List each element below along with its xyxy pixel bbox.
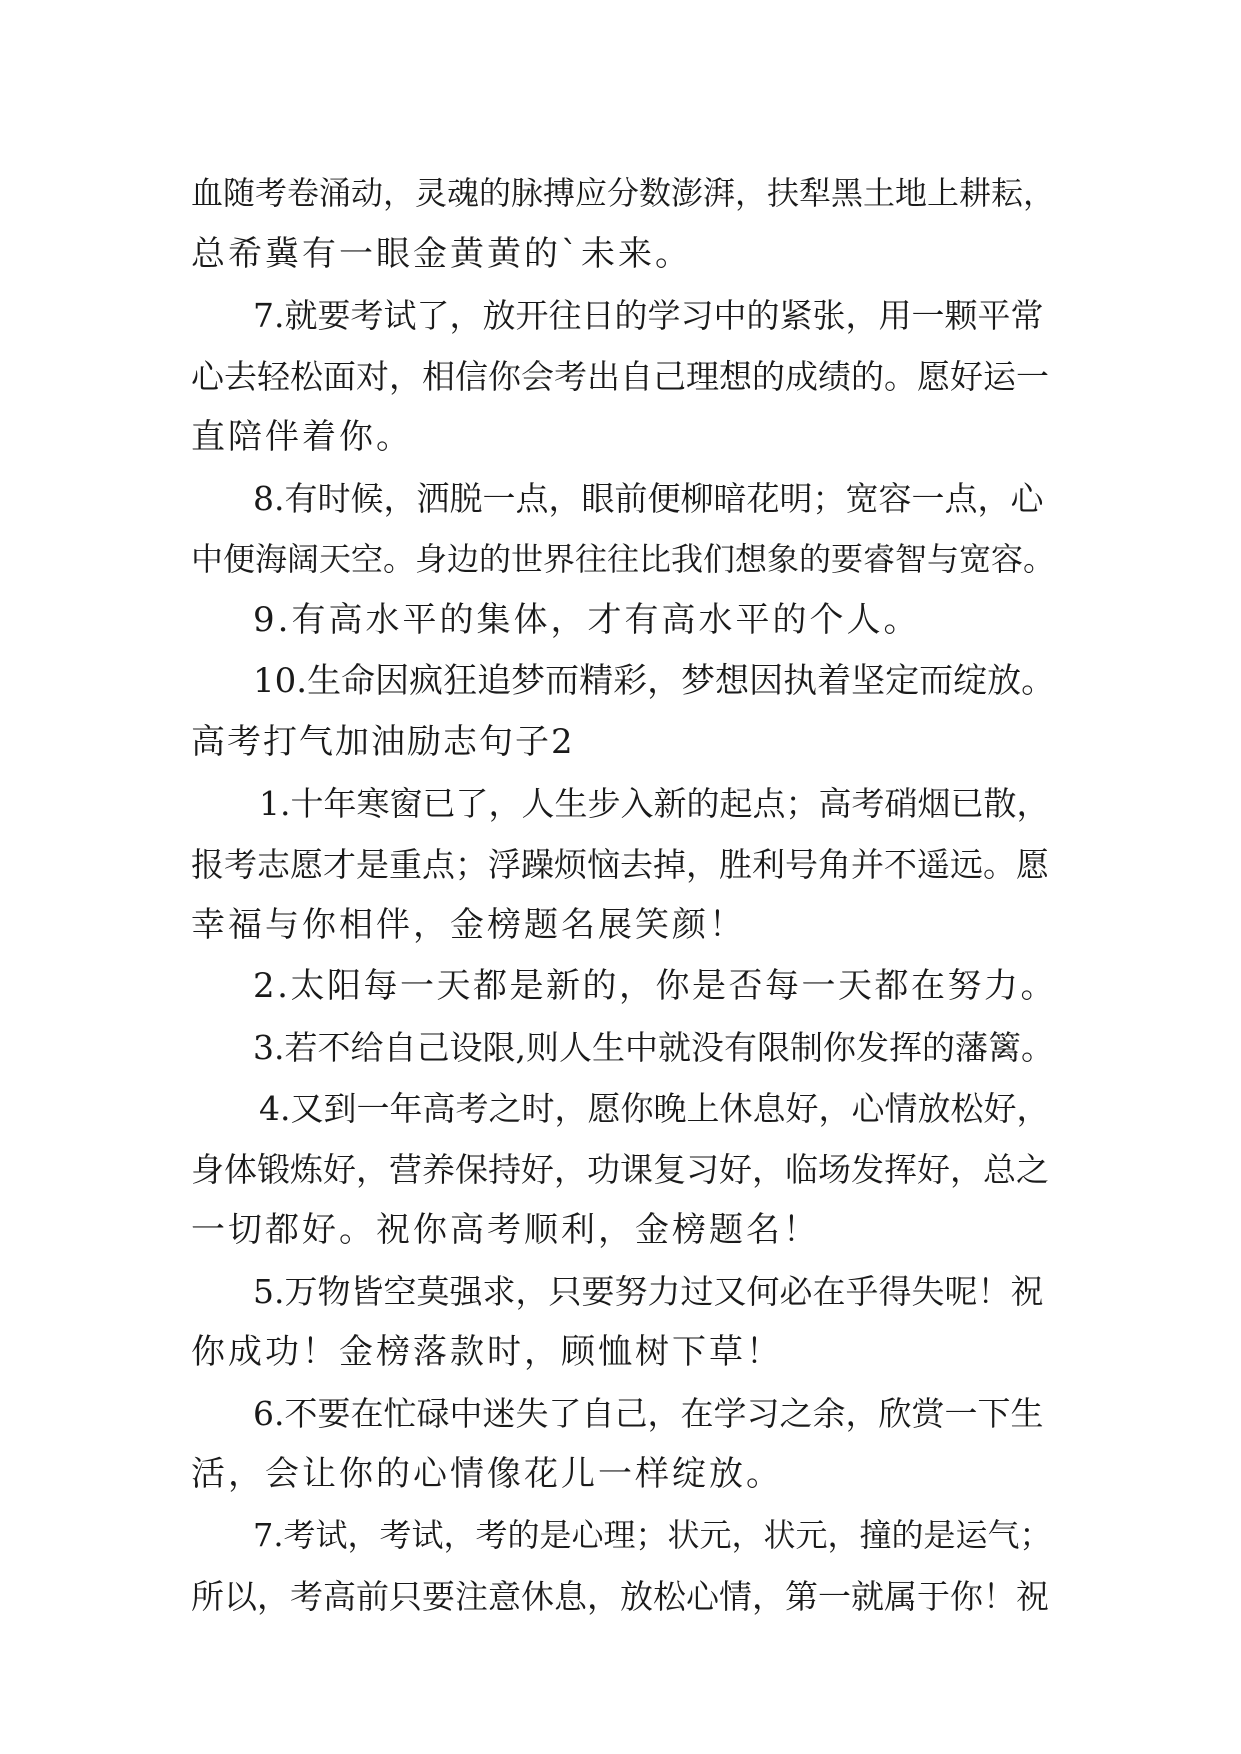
- text-line: 总希冀有一眼金黄黄的`未来。: [191, 234, 692, 274]
- list-item: 3.若不给自己设限,则人生中就没有限制你发挥的藩篱。: [253, 1028, 1054, 1067]
- document-body: [191, 163, 1061, 1627]
- text-line: 你成功！金榜落款时，顾恤树下草！: [191, 1332, 783, 1372]
- list-item: 8.有时候，洒脱一点，眼前便柳暗花明；宽容一点，心: [253, 479, 1044, 518]
- list-item: 5.万物皆空莫强求，只要努力过又何必在乎得失呢！祝: [253, 1272, 1044, 1311]
- text-line: 中便海阔天空。身边的世界往往比我们想象的要睿智与宽容。: [191, 540, 1056, 578]
- text-line: 幸福与你相伴，金榜题名展笑颜！: [191, 905, 746, 945]
- list-item: 7.就要考试了，放开往日的学习中的紧张，用一颗平常: [253, 296, 1044, 335]
- list-item: 7.考试，考试，考的是心理；状元，状元，撞的是运气；: [253, 1516, 1052, 1554]
- text-line: 报考志愿才是重点；浮躁烦恼去掉，胜利号角并不遥远。愿: [191, 845, 1049, 884]
- list-item: 9.有高水平的集体，才有高水平的个人。: [253, 600, 921, 640]
- text-line: 心去轻松面对，相信你会考出自己理想的成绩的。愿好运一: [191, 357, 1049, 396]
- text-line: 直陪伴着你。: [191, 417, 413, 457]
- text-line: 活，会让你的心情像花儿一样绽放。: [191, 1454, 783, 1494]
- list-item: 10.生命因疯狂追梦而精彩，梦想因执着坚定而绽放。: [253, 661, 1056, 701]
- list-item: 1.十年寒窗已了，人生步入新的起点；高考硝烟已散，: [259, 784, 1050, 823]
- list-item: 6.不要在忙碌中迷失了自己，在学习之余，欣赏一下生: [253, 1394, 1044, 1433]
- list-item: 2.太阳每一天都是新的，你是否每一天都在努力。: [253, 966, 1057, 1006]
- text-line: 一切都好。祝你高考顺利，金榜题名！: [191, 1210, 820, 1250]
- text-line: 所以，考高前只要注意休息，放松心情，第一就属于你！祝: [191, 1577, 1049, 1616]
- section-heading: 高考打气加油励志句子2: [191, 722, 575, 762]
- list-item: 4.又到一年高考之时，愿你晚上休息好，心情放松好，: [259, 1089, 1050, 1128]
- text-line: 身体锻炼好，营养保持好，功课复习好，临场发挥好，总之: [191, 1150, 1049, 1189]
- text-line: 血随考卷涌动，灵魂的脉搏应分数澎湃，扶犁黑土地上耕耘，: [191, 174, 1056, 212]
